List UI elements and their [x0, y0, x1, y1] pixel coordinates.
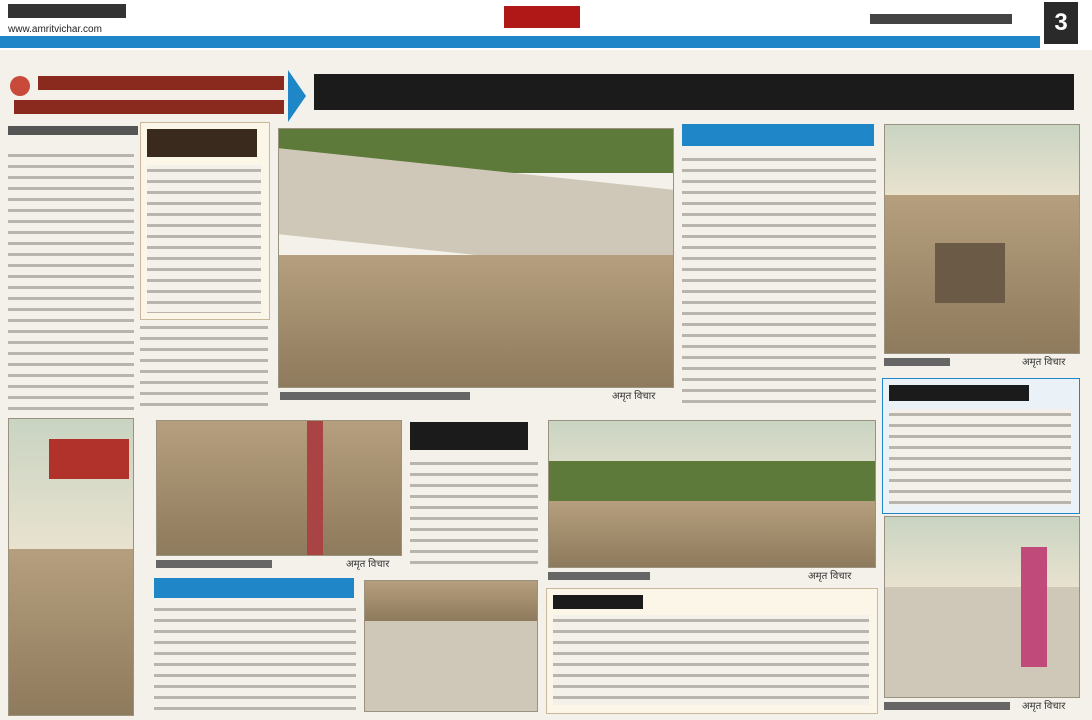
bullet-dot-icon	[10, 76, 30, 96]
logo-wordmark	[8, 4, 126, 18]
photo-credit: अमृत विचार	[808, 571, 852, 582]
dhaba-sign	[49, 439, 129, 479]
photo-caption	[156, 560, 272, 568]
photo-drain-main	[278, 128, 674, 388]
photo-broken-drain	[884, 124, 1080, 354]
box-mandakini-text	[154, 604, 356, 710]
box-body	[889, 409, 1071, 505]
sidebox-body	[147, 165, 261, 313]
photo-trees	[548, 420, 876, 568]
strap-headline	[10, 70, 286, 116]
section-title	[504, 6, 580, 28]
page-number: 3	[1044, 2, 1078, 44]
photo-caption	[884, 358, 950, 366]
contractor-heading	[410, 422, 528, 450]
box-heading	[553, 595, 643, 609]
box-mp-angry-text	[682, 154, 876, 406]
dateline	[870, 14, 1012, 24]
photo-credit: अमृत विचार	[346, 559, 390, 570]
box-heading	[889, 385, 1029, 401]
logo-website: www.amritvichar.com	[8, 24, 102, 35]
newspaper-logo	[8, 2, 138, 38]
photo-caption	[280, 392, 470, 400]
box-making-breaking	[882, 378, 1080, 514]
photo-credit: अमृत विचार	[1022, 701, 1066, 712]
sidebox-heading	[147, 129, 257, 157]
photo-fence	[156, 420, 402, 556]
contractor-text	[410, 458, 538, 568]
box-mp-angry-heading	[682, 124, 874, 146]
photo-concrete-drain	[364, 580, 538, 712]
photo-credit: अमृत विचार	[612, 391, 656, 402]
photo-caption	[548, 572, 650, 580]
head-arrow-icon	[288, 70, 306, 122]
masthead-rule	[0, 36, 1040, 48]
byline	[8, 126, 138, 135]
box-mandakini-heading	[154, 578, 354, 598]
main-headline	[314, 74, 1074, 110]
box-je-said	[546, 588, 878, 714]
photo-credit: अमृत विचार	[1022, 357, 1066, 368]
story-text-mid	[140, 322, 268, 408]
photo-dhaba	[8, 418, 134, 716]
photo-worker	[884, 516, 1080, 698]
sidebox-door-soil	[140, 122, 270, 320]
photo-caption	[884, 702, 1010, 710]
box-body	[553, 615, 869, 705]
story-text-left	[8, 150, 134, 410]
